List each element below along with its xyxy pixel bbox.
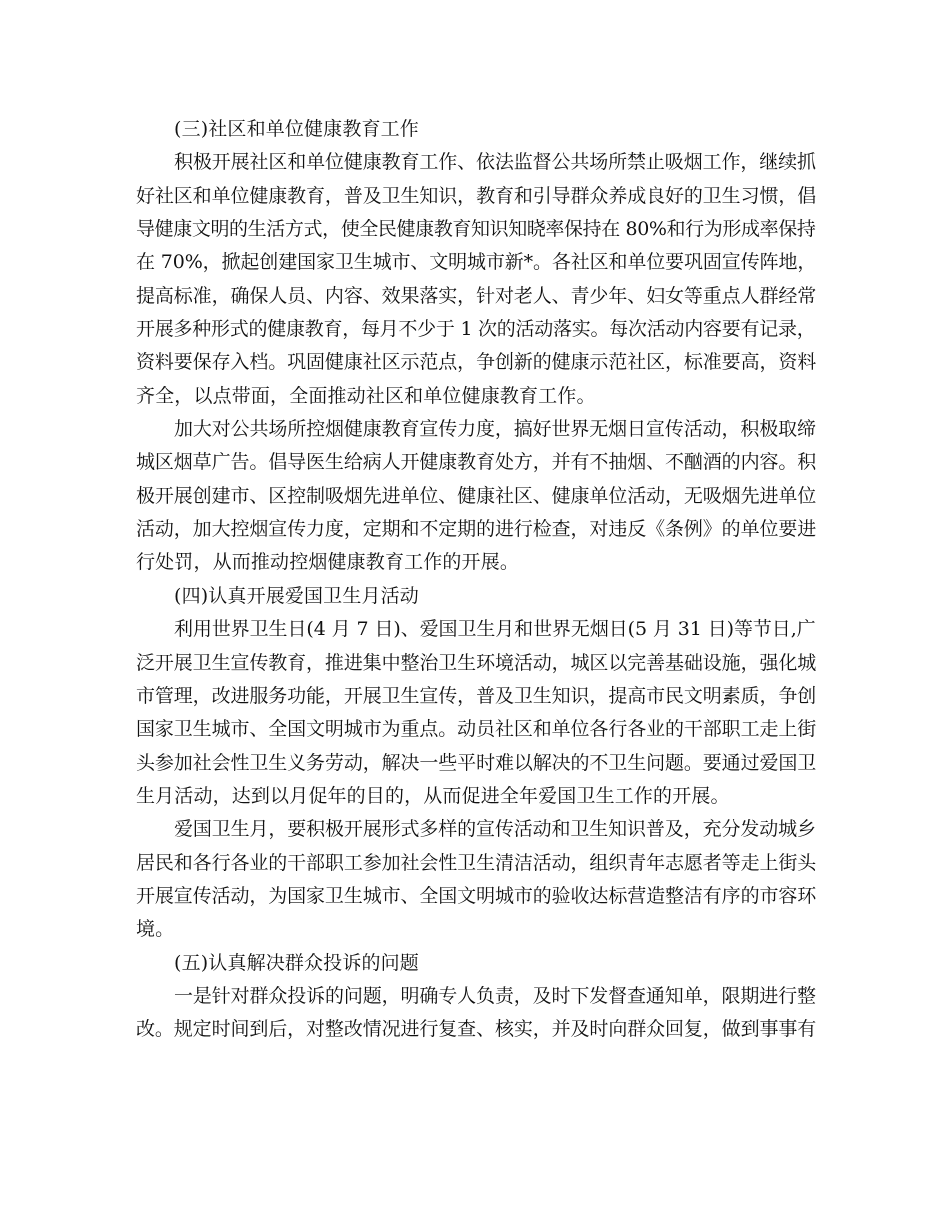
section-heading: (三)社区和单位健康教育工作	[174, 118, 419, 140]
paragraph-line: 开展宣传活动，为国家卫生城市、全国文明城市的验收达标营造整洁有序的市容环	[136, 884, 817, 907]
paragraph-line: 爱国卫生月，要积极开展形式多样的宣传活动和卫生知识普及，充分发动城乡	[174, 818, 816, 841]
section-heading: (四)认真开展爱国卫生月活动	[174, 584, 419, 607]
paragraph-line: 头参加社会性卫生义务劳动，解决一些平时难以解决的不卫生问题。要通过爱国卫	[136, 751, 817, 774]
paragraph-line: 一是针对群众投诉的问题，明确专人负责，及时下发督查通知单，限期进行整	[174, 984, 816, 1007]
paragraph-line: 积极开展社区和单位健康教育工作、依法监督公共场所禁止吸烟工作，继续抓	[174, 151, 816, 174]
paragraph-line: 齐全，以点带面，全面推动社区和单位健康教育工作。	[136, 384, 596, 407]
section-heading: (五)认真解决群众投诉的问题	[174, 951, 419, 974]
paragraph-line: 资料要保存入档。巩固健康社区示范点，争创新的健康示范社区，标准要高，资料	[136, 351, 817, 374]
paragraph-line: 城区烟草广告。倡导医生给病人开健康教育处方，并有不抽烟、不酗酒的内容。积	[136, 451, 817, 474]
paragraph-line: 好社区和单位健康教育，普及卫生知识，教育和引导群众养成良好的卫生习惯，倡	[136, 184, 817, 207]
paragraph-line: 泛开展卫生宣传教育，推进集中整治卫生环境活动，城区以完善基础设施，强化城	[136, 651, 817, 674]
paragraph-line: 居民和各行各业的干部职工参加社会性卫生清洁活动，组织青年志愿者等走上街头	[136, 851, 817, 874]
paragraph-line: 利用世界卫生日(4 月 7 日)、爱国卫生月和世界无烟日(5 月 31 日)等节日,广	[174, 618, 816, 641]
paragraph-line: 生月活动，达到以月促年的目的，从而促进全年爱国卫生工作的开展。	[136, 784, 730, 807]
document-page	[136, 113, 816, 1047]
paragraph-line: 导健康文明的生活方式，使全民健康教育知识知晓率保持在 80%和行为形成率保持	[136, 218, 816, 241]
paragraph-line: 活动，加大控烟宣传力度，定期和不定期的进行检查，对违反《条例》的单位要进	[136, 518, 817, 541]
paragraph-line: 加大对公共场所控烟健康教育宣传力度，搞好世界无烟日宣传活动，积极取缔	[174, 418, 816, 441]
paragraph-line: 极开展创建市、区控制吸烟先进单位、健康社区、健康单位活动，无吸烟先进单位	[136, 484, 817, 507]
paragraph-line: 国家卫生城市、全国文明城市为重点。动员社区和单位各行各业的干部职工走上街	[136, 718, 817, 741]
paragraph-line: 境。	[136, 918, 175, 941]
paragraph-line: 市管理，改进服务功能，开展卫生宣传，普及卫生知识，提高市民文明素质，争创	[136, 684, 817, 707]
paragraph-line: 在 70%，掀起创建国家卫生城市、文明城市新*。各社区和单位要巩固宣传阵地，	[136, 251, 817, 274]
paragraph-line: 行处罚，从而推动控烟健康教育工作的开展。	[136, 551, 520, 574]
paragraph-line: 开展多种形式的健康教育，每月不少于 1 次的活动落实。每次活动内容要有记录，	[136, 318, 816, 341]
paragraph-line: 提高标准，确保人员、内容、效果落实，针对老人、青少年、妇女等重点人群经常	[136, 284, 817, 307]
paragraph-line: 改。规定时间到后，对整改情况进行复查、核实，并及时向群众回复，做到事事有	[136, 1018, 817, 1041]
